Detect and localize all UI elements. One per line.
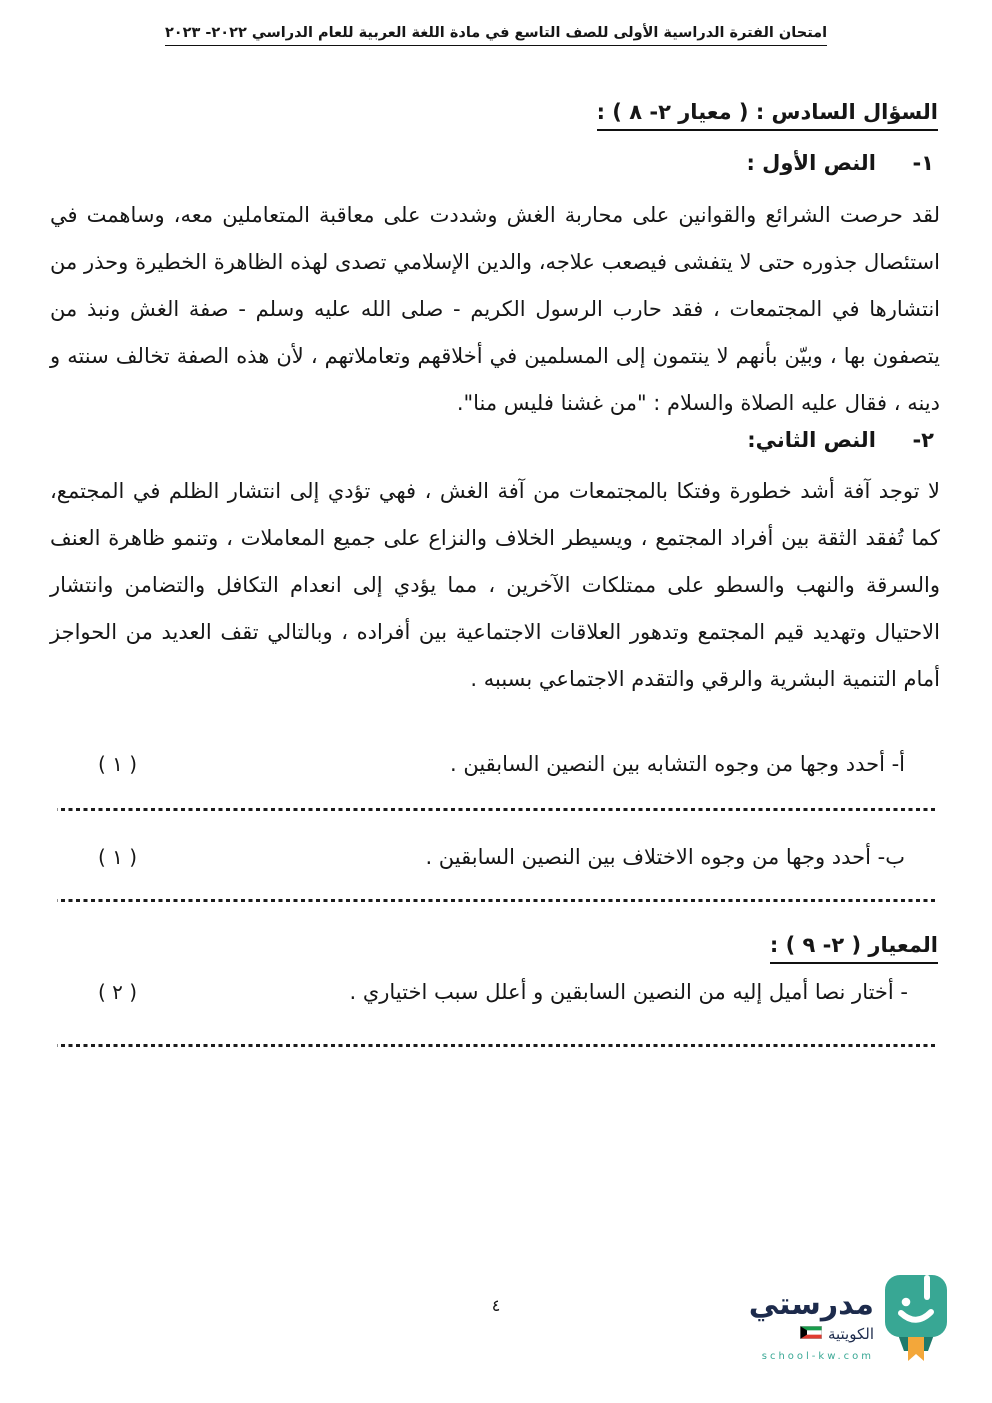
question6-heading: السؤال السادس : ( معيار ٢- ٨ ) : [597,100,938,124]
answer-line-2 [57,899,935,902]
kuwait-flag-icon [800,1325,822,1343]
answer-line-1 [57,808,935,811]
criterion-heading: المعيار ( ٢- ٩ ) : [770,933,938,957]
school-logo-name: مدرستي [748,1287,874,1322]
criterion-question-text: - أختار نصا أميل إليه من النصين السابقين و أعلل سبب اختياري . [349,980,908,1004]
question-a-mark: ( ١ ) [98,752,138,776]
text2-label: ٢- النص الثاني: [747,428,934,452]
school-logo-text [749,1274,874,1362]
question-b [50,845,905,869]
text1-label: ١- النص الأول : [746,151,934,175]
exam-header [100,22,892,46]
school-logo [749,1274,948,1366]
criterion-question-mark: ( ٢ ) [98,980,138,1004]
text2-body: لا توجد آفة أشد خطورة وفتكا بالمجتمعات من آفة الغش ، فهي تؤدي إلى انتشار الظلم في المجتمع، كما تُفقد الثقة بين أفراد المجتمع ، ويسيطر الخلاف والنزاع على جميع المعاملات ، وتنمو ظاهرة العنف والسرقة والنهب والسطو على ممتلكات الآخرين ، مما يؤدي إلى انعدام التكافل والتضامن وانتشار الاحتيال وتهديد قيم المجتمع وتدهور العلاقات الاجتماعية بين أفراده ، وبالتالي تقف العديد من الحواجز أمام التنمية البشرية والرقي والتقدم الاجتماعي بسببه . [50,479,940,691]
question-b-mark: ( ١ ) [98,845,138,869]
school-logo-subtitle: الكويتية [827,1325,874,1343]
text1-body: لقد حرصت الشرائع والقوانين على محاربة الغش وشددت على معاقبة المتعاملين معه، وساهمت في استئصال جذوره حتى لا يتفشى فيصعب علاجه، والدين الإسلامي تصدى لهذه الظاهرة الخطيرة وحذر من انتشارها في المجتمعات ، فقد حارب الرسول الكريم - صلى الله عليه وسلم - صفة الغش ونبذ من يتصفون بها ، وبيّن بأنهم لا ينتمون إلى المسلمين في أخلاقهم وتعاملاتهم ، لأن هذه الصفة تخالف سنته و دينه ، فقال عليه الصلاة والسلام : "من غشنا فليس منا". [50,203,940,415]
question-a [50,752,905,776]
school-logo-icon [884,1274,948,1366]
criterion-question [50,980,908,1004]
page-number: ٤ [491,1296,501,1315]
answer-line-3 [57,1044,935,1047]
exam-header-title: امتحان الفترة الدراسية الأولى للصف التاسع في مادة اللغة العربية للعام الدراسي ٢٠٢٢- ٢٠٢٣ [165,25,827,46]
question-b-text: ب- أحدد وجها من وجوه الاختلاف بين النصين السابقين . [425,845,905,869]
question-a-text: أ- أحدد وجها من وجوه التشابه بين النصين السابقين . [450,752,905,776]
school-logo-url: school-kw.com [761,1351,874,1362]
